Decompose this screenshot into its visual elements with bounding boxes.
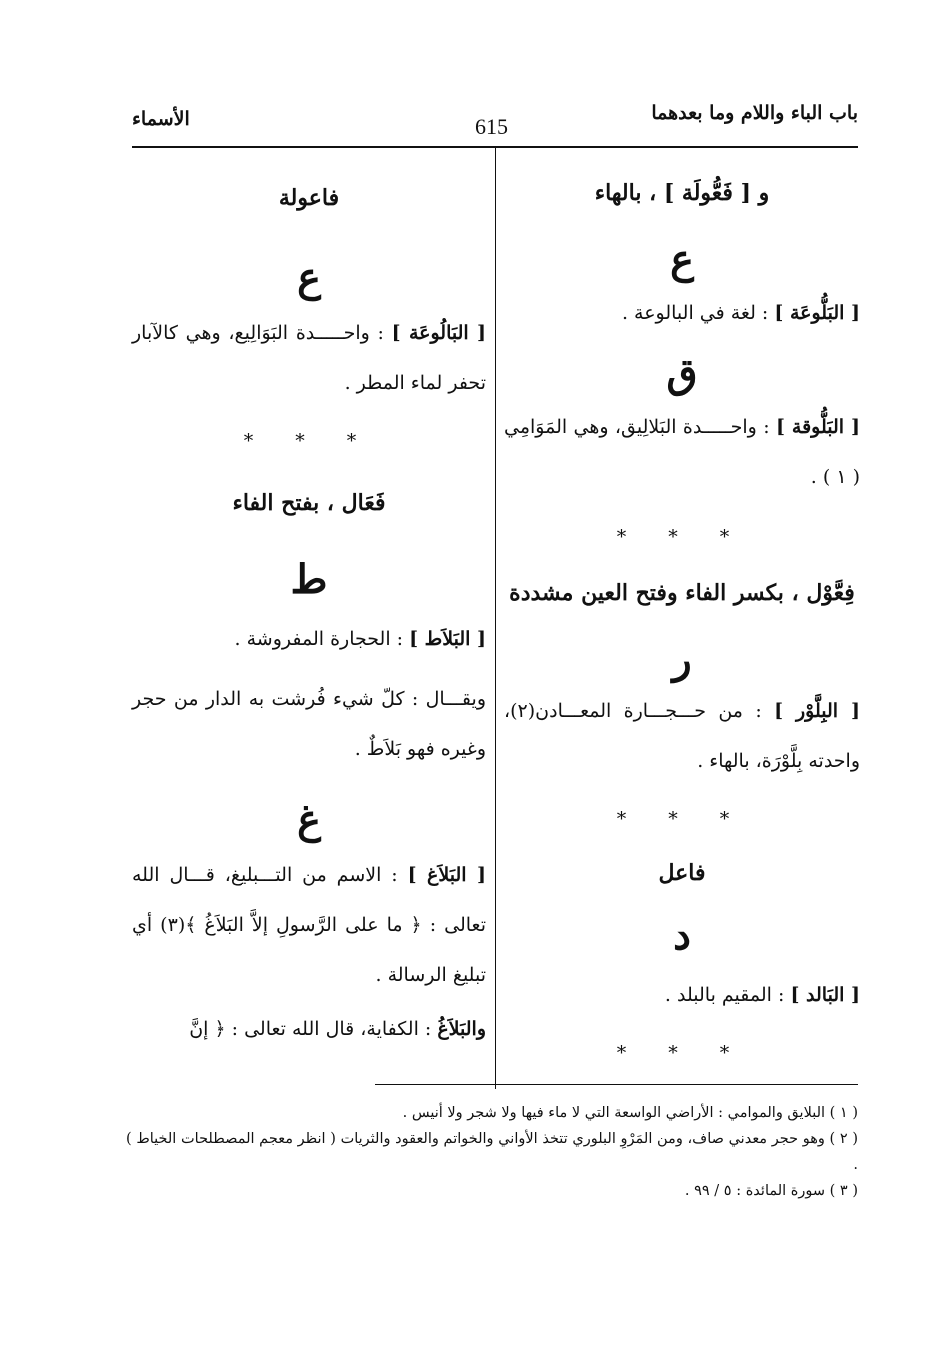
dictionary-entry — [132, 614, 486, 664]
entry-definition: : الاسم من التـــبليغ، قـــال الله تعالى : ﴿ ما على الرَّسولِ إلاَّ البَلاَغُ ﴾(٣) أي تبليغ الرسالة . — [132, 864, 486, 986]
footnote: ( ١ ) البلايق والموامي : الأراضي الواسعة التي لا ماء فيها ولا شجر ولا أنيس . — [402, 1105, 858, 1121]
entry-headword: [ البَلاَغ ] — [407, 864, 486, 886]
footnote: ( ٢ ) وهو حجر معدني صاف، ومن المَرْوِ البلوري تتخذ الأواني والخواتم والعقود والثريات ( انظر معجم المصطلحات الخياط ) . — [126, 1131, 858, 1173]
letter-heading: غ — [297, 796, 321, 843]
footnote: ( ٣ ) سورة المائدة : ٥ / ٩٩ . — [684, 1183, 858, 1199]
letter-heading: ر — [672, 636, 692, 683]
dictionary-entry — [504, 402, 860, 502]
entry-headword: [ البَلاَط ] — [409, 628, 486, 650]
entry-headword: [ البَالُوعَة ] — [391, 322, 486, 344]
dictionary-entry — [132, 1004, 486, 1054]
dictionary-entry — [504, 288, 860, 338]
entry-definition: : المقيم بالبلد . — [664, 984, 791, 1006]
section-separator: * * * — [616, 1042, 748, 1064]
entry-headword: [ البَلُّوقة ] — [775, 416, 861, 438]
footnotes — [126, 1100, 858, 1204]
entry-definition: : واحـــــدة البَوَالِيع، وهي كالآبار تحفر لماء المطر . — [132, 322, 486, 394]
entry-headword: [ البَلُّوعَة ] — [774, 302, 860, 324]
section-separator: * * * — [243, 430, 375, 452]
pattern-heading: فَعَال ، بفتح الفاء — [232, 490, 386, 516]
entry-headword: والبَلاَغُ — [437, 1018, 486, 1040]
section-title: الأسماء — [132, 108, 190, 130]
dictionary-entry — [504, 686, 860, 786]
column-divider — [495, 148, 496, 1089]
letter-heading: ق — [666, 350, 698, 397]
entry-definition: : لغة في البالوعة . — [621, 302, 775, 324]
pattern-heading: فِعَّوْل ، بكسر الفاء وفتح العين مشددة — [509, 580, 855, 606]
footnote-rule — [375, 1084, 858, 1085]
entry-definition: : واحـــــدة البَلالِيق، وهي المَوَامِي ( ١ ) . — [504, 416, 860, 488]
letter-heading: ع — [297, 254, 321, 301]
pattern-heading: و [ فَعُّولَة ] ، بالهاء — [594, 180, 770, 206]
pattern-heading: فاعولة — [278, 185, 340, 211]
entry-definition: : الكفاية، قال الله تعالى : ﴿ إنَّ — [189, 1018, 438, 1040]
dictionary-entry — [132, 308, 486, 408]
entry-definition: : الحجارة المفروشة . — [234, 628, 410, 650]
section-separator: * * * — [616, 526, 748, 548]
page-number: 615 — [475, 114, 508, 139]
dictionary-entry — [132, 850, 486, 1000]
chapter-title: باب الباء واللام وما بعدهما — [651, 102, 858, 124]
dictionary-entry — [504, 970, 860, 1020]
letter-heading: د — [673, 912, 691, 959]
entry-definition: : من حـــجـــارة المعـــادن(٢)، واحدته بِلَّوْرَة، بالهاء . — [504, 700, 860, 772]
entry-headword: [ البَالد ] — [790, 984, 860, 1006]
letter-heading: ط — [290, 556, 328, 603]
pattern-heading: فاعل — [658, 860, 706, 886]
dictionary-entry: ويقـــال : كلّ شيء فُرشت به الدار من حجر وغيره فهو بَلاَطٌ . — [132, 688, 486, 760]
entry-headword: [ البِلَّوْر ] — [774, 700, 860, 722]
letter-heading: ع — [670, 236, 694, 283]
section-separator: * * * — [616, 808, 748, 830]
